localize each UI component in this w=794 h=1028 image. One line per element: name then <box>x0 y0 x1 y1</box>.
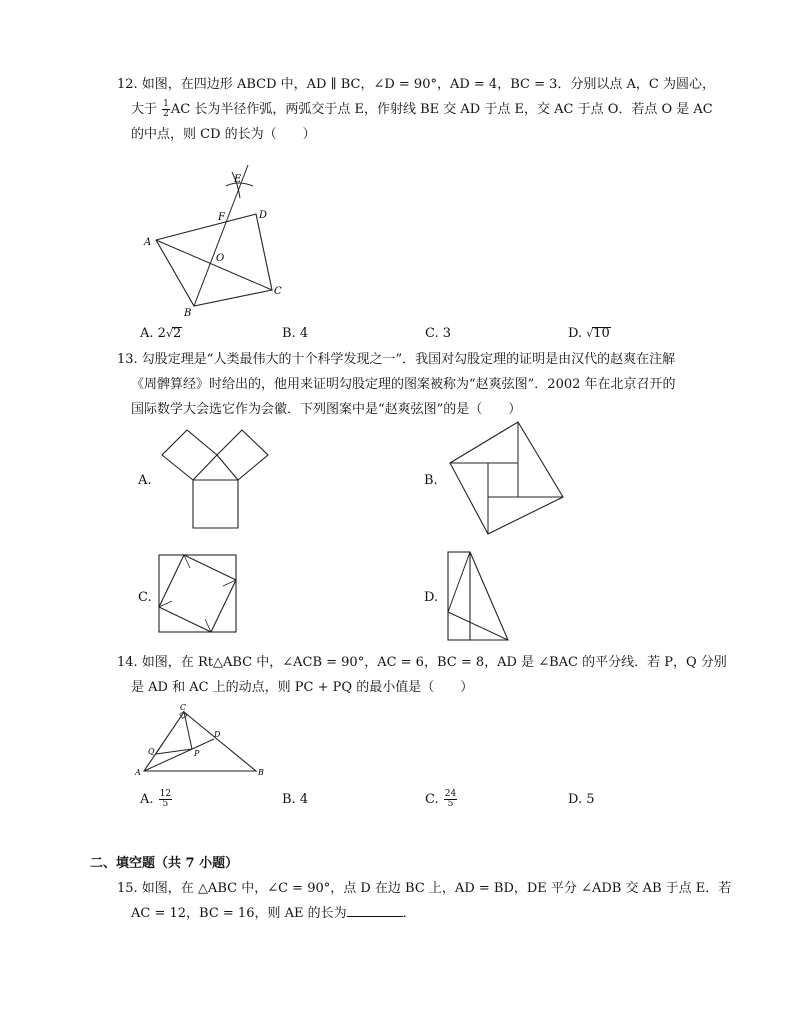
q12-choice-b[interactable]: B. 4 <box>282 326 309 341</box>
q13-choice-a[interactable]: A. <box>138 473 152 488</box>
q13-figure-c-zhao-shuang-diagram <box>158 554 238 634</box>
fraction-one-half: $\frac{1}{2}$ <box>163 99 169 119</box>
q13-line1: 13. 勾股定理是“人类最伟大的十个科学发现之一”．我国对勾股定理的证明是由汉代的赵爽在注解 <box>117 352 676 367</box>
question-12 <box>117 72 715 147</box>
q15-line2: AC = 12，BC = 16，则 AE 的长为 ． <box>131 906 416 921</box>
label-A: A <box>144 237 152 248</box>
question-13 <box>117 347 707 422</box>
section-2-title: 二、填空题（共 7 小题） <box>90 856 239 871</box>
q15-line1: 15. 如图，在 △ABC 中，∠C = 90°，点 D 在边 BC 上，AD = BD，DE 平分 ∠ADB 交 AB 于点 E．若 <box>117 881 732 896</box>
q14-right-triangle-figure <box>132 704 272 784</box>
q12-line1: 12. 如图，在四边形 ABCD 中，AD ∥ BC，∠D = 90°，AD = 4，BC = 3．分别以点 A，C 为圆心， <box>117 77 715 92</box>
label-D: D <box>259 210 268 221</box>
q12-choice-d[interactable]: D. √10 <box>568 326 610 341</box>
q13-figure-d-triangles <box>446 550 510 642</box>
q13-line2: 《周髀算经》时给出的，他用来证明勾股定理的图案被称为“赵爽弦图”．2002 年在北京召开的 <box>131 377 676 392</box>
label-Q: Q <box>148 747 155 756</box>
label-C: C <box>274 286 282 297</box>
label-F: F <box>218 212 225 223</box>
q14-choice-c[interactable]: C. $\frac{24}{5}$ <box>425 789 457 809</box>
q14-line2: 是 AD 和 AC 上的动点，则 PC + PQ 的最小值是（ ） <box>131 680 474 695</box>
q12-line3: 的中点，则 CD 的长为（ ） <box>131 127 316 142</box>
label-D: D <box>214 730 221 739</box>
label-E: E <box>234 174 242 185</box>
label-B: B <box>184 308 192 319</box>
label-O: O <box>216 253 225 264</box>
q13-line3: 国际数学大会选它作为会徽．下列图案中是“赵爽弦图”的是（ ） <box>131 402 522 417</box>
q14-line1: 14. 如图，在 Rt△ABC 中，∠ACB = 90°，AC = 6，BC = 8，AD 是 ∠BAC 的平分线．若 P，Q 分别 <box>117 655 727 670</box>
q12-line2: 大于 $\frac{1}{2}$ AC 长为半径作弧，两弧交于点 E，作射线 BE 交 AD 于点 E，交 AC 于点 O．若点 O 是 AC <box>131 99 713 119</box>
label-A: A <box>135 768 141 777</box>
label-P: P <box>194 749 200 758</box>
q12-choice-a[interactable]: A. 2√2 <box>140 326 182 341</box>
q14-choice-d[interactable]: D. 5 <box>568 792 595 807</box>
answer-blank[interactable] <box>347 904 403 917</box>
label-B: B <box>258 768 264 777</box>
q14-choice-a[interactable]: A. $\frac{12}{5}$ <box>140 789 172 809</box>
q12-choice-c[interactable]: C. 3 <box>425 326 452 341</box>
question-14 <box>117 650 727 700</box>
q13-choice-c[interactable]: C. <box>138 590 152 605</box>
label-C: C <box>180 704 187 712</box>
q13-figure-a-pythagoras-squares <box>160 428 270 533</box>
question-15 <box>117 876 732 926</box>
q13-figure-b-pinwheel <box>446 420 568 538</box>
q13-choice-d[interactable]: D. <box>424 590 439 605</box>
q14-choice-b[interactable]: B. 4 <box>282 792 309 807</box>
q12-quadrilateral-figure <box>138 160 298 320</box>
q13-choice-b[interactable]: B. <box>424 473 438 488</box>
